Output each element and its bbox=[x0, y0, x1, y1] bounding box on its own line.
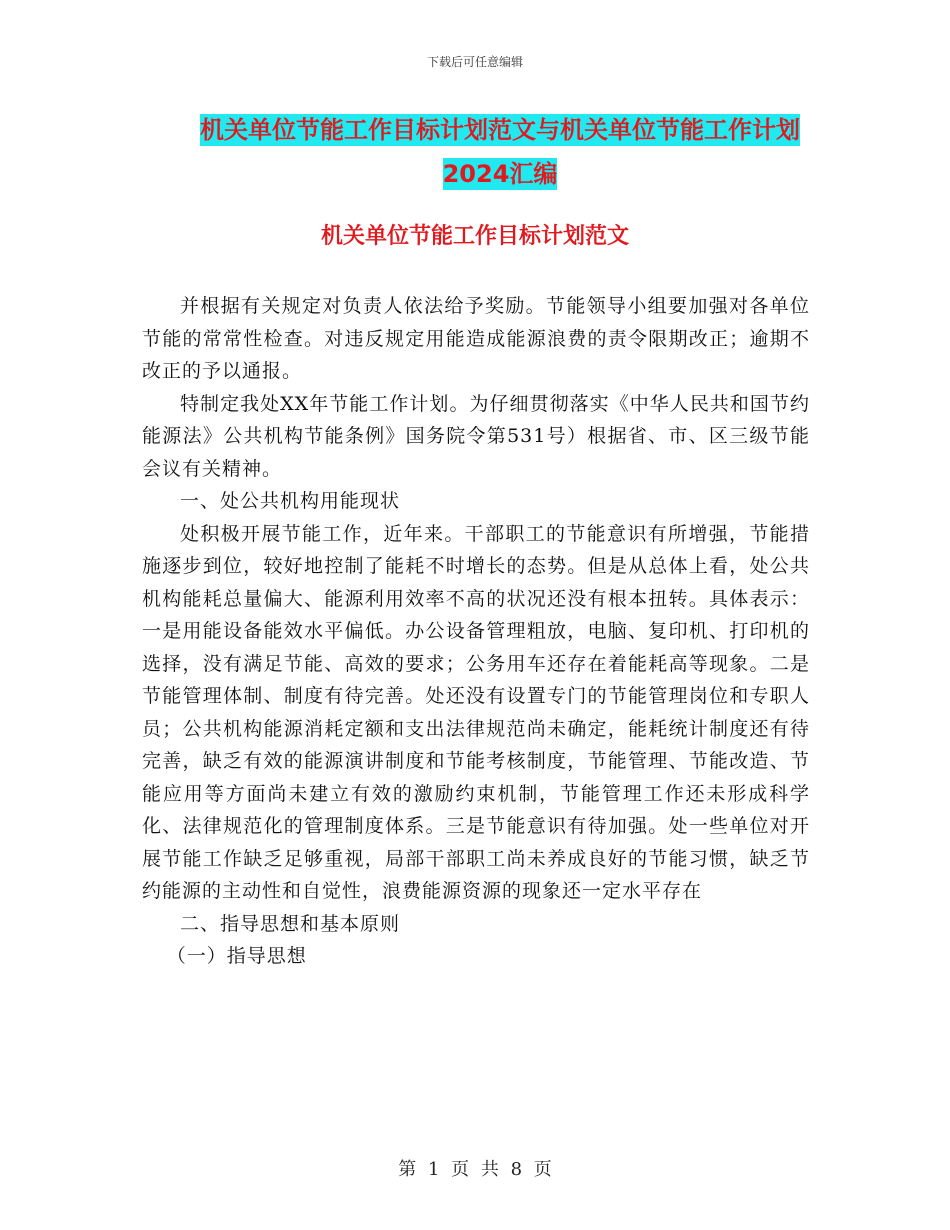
document-title bbox=[190, 108, 810, 196]
section-title: 机关单位节能工作目标计划范文 bbox=[320, 224, 629, 249]
paragraph: 特制定我处XX年节能工作计划。为仔细贯彻落实《中华人民共和国节约能源法》公共机构节能条例》国务院令第531号）根据省、市、区三级节能会议有关精神。 bbox=[142, 392, 810, 480]
body-text bbox=[142, 290, 810, 973]
paragraph: 并根据有关规定对负责人依法给予奖励。节能领导小组要加强对各单位节能的常常性检查。对违反规定用能造成能源浪费的责令限期改正；逾期不改正的予以通报。 bbox=[142, 295, 810, 382]
paragraph: 二、指导思想和基本原则 bbox=[180, 912, 401, 935]
title-highlight: 机关单位节能工作目标计划范文与机关单位节能工作计划2024汇编 bbox=[200, 116, 800, 188]
paragraph: 一、处公共机构用能现状 bbox=[180, 490, 401, 512]
page-footer: 第 1 页 共 8 页 bbox=[398, 1159, 552, 1180]
header-note: 下载后可任意编辑 bbox=[426, 55, 523, 69]
paragraph: 处积极开展节能工作，近年来。干部职工的节能意识有所增强，节能措施逐步到位，较好地控制了能耗不时增长的态势。但是从总体上看，处公共机构能耗总量偏大、能源利用效率不高的状况还没有根本扭转。具体表示：一是用能设备能效水平偏低。办公设备管理粗放，电脑、复印机、打印机的选择，没有满足节能、高效的要求；公务用车还存在着能耗高等现象。二是节能管理体制、制度有待完善。处还没有设置专门的节能管理岗位和专职人员；公共机构能源消耗定额和支出法律规范尚未确定，能耗统计制度还有待完善，缺乏有效的能源演讲制度和节能考核制度，节能管理、节能改造、节能应用等方面尚未建立有效的激励约束机制，节能管理工作还未形成科学化、法律规范化的管理制度体系。三是节能意识有待加强。处一些单位对开展节能工作缺乏足够重视，局部干部职工尚未养成良好的节能习惯，缺乏节约能源的主动性和自觉性，浪费能源资源的现象还一定水平存在 bbox=[142, 522, 810, 902]
paragraph: （一）指导思想 bbox=[166, 945, 307, 967]
